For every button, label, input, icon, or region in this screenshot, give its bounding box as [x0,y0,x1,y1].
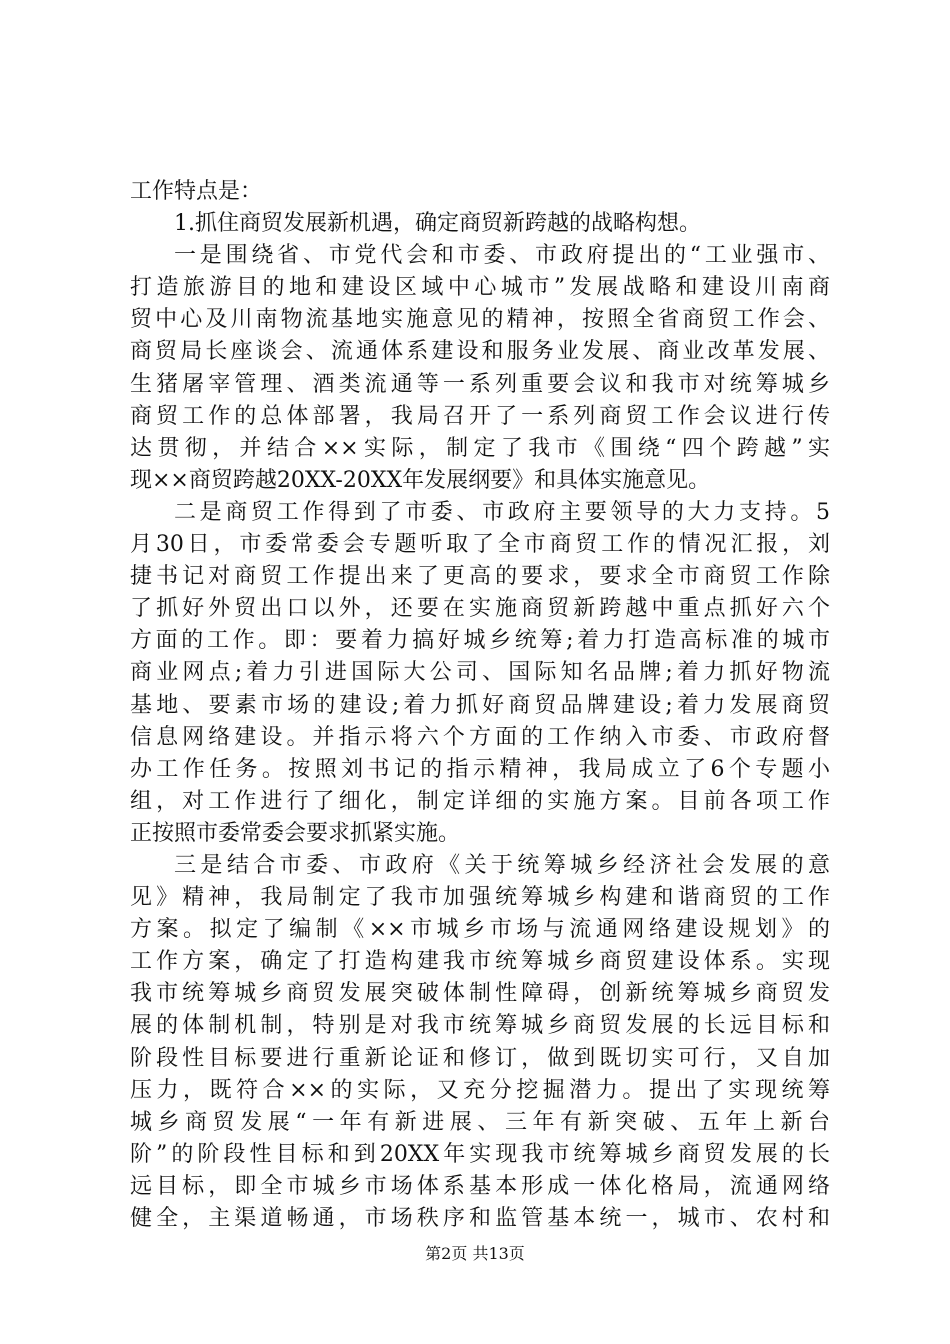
text-line: 一是围绕省、市党代会和市委、市政府提出的“工业强市、 [174,243,830,269]
text-line: 方面的工作。即：要着力搞好城乡统筹;着力打造高标准的城市 [130,628,830,654]
text-line: 三是结合市委、市政府《关于统筹城乡经济社会发展的意 [174,852,830,878]
page-footer: 第2页 共13页 [425,1244,525,1263]
text-line: 办工作任务。按照刘书记的指示精神，我局成立了6个专题小 [130,756,830,782]
text-line: 现××商贸跨越20XX-20XX年发展纲要》和具体实施意见。 [130,467,711,493]
text-line: 1.抓住商贸发展新机遇，确定商贸新跨越的战略构想。 [174,211,701,237]
text-line: 我市统筹城乡商贸发展突破体制性障碍，创新统筹城乡商贸发 [130,981,830,1007]
text-line: 阶”的阶段性目标和到20XX年实现我市统筹城乡商贸发展的长 [130,1141,830,1167]
text-line: 组，对工作进行了细化，制定详细的实施方案。目前各项工作 [130,788,830,814]
text-line: 商贸工作的总体部署，我局召开了一系列商贸工作会议进行传 [130,403,830,429]
text-line: 贸中心及川南物流基地实施意见的精神，按照全省商贸工作会、 [130,307,830,333]
text-line: 见》精神，我局制定了我市加强统筹城乡构建和谐商贸的工作 [130,885,830,911]
text-line: 打造旅游目的地和建设区域中心城市”发展战略和建设川南商 [130,275,830,301]
text-line: 月30日，市委常委会专题听取了全市商贸工作的情况汇报，刘 [130,532,830,558]
text-line: 压力，既符合××的实际，又充分挖掘潜力。提出了实现统筹 [130,1077,830,1103]
text-line: 阶段性目标要进行重新论证和修订，做到既切实可行，又自加 [130,1045,830,1071]
text-line: 生猪屠宰管理、酒类流通等一系列重要会议和我市对统筹城乡 [130,371,830,397]
text-line: 方案。拟定了编制《××市城乡市场与流通网络建设规划》的 [130,917,830,943]
text-line: 工作方案，确定了打造构建我市统筹城乡商贸建设体系。实现 [130,949,830,975]
text-line: 健全，主渠道畅通，市场秩序和监管基本统一，城市、农村和 [130,1206,830,1231]
text-line: 捷书记对商贸工作提出来了更高的要求，要求全市商贸工作除 [130,564,830,590]
text-line: 工作特点是： [130,179,263,204]
text-line: 商业网点;着力引进国际大公司、国际知名品牌;着力抓好物流 [130,660,830,686]
text-line: 展的体制机制，特别是对我市统筹城乡商贸发展的长远目标和 [130,1013,830,1039]
text-line: 远目标，即全市城乡市场体系基本形成一体化格局，流通网络 [130,1173,830,1199]
text-line: 城乡商贸发展“一年有新进展、三年有新突破、五年上新台 [130,1109,830,1135]
text-line: 正按照市委常委会要求抓紧实施。 [130,820,461,846]
text-line: 基地、要素市场的建设;着力抓好商贸品牌建设;着力发展商贸 [130,692,830,718]
text-line: 信息网络建设。并指示将六个方面的工作纳入市委、市政府督 [130,724,830,750]
text-line: 商贸局长座谈会、流通体系建设和服务业发展、商业改革发展、 [130,339,830,365]
text-line: 了抓好外贸出口以外，还要在实施商贸新跨越中重点抓好六个 [130,596,830,622]
document-body [130,176,830,1235]
text-line: 二是商贸工作得到了市委、市政府主要领导的大力支持。5 [174,499,830,525]
text-line: 达贯彻，并结合××实际，制定了我市《围绕“四个跨越”实 [130,435,830,461]
